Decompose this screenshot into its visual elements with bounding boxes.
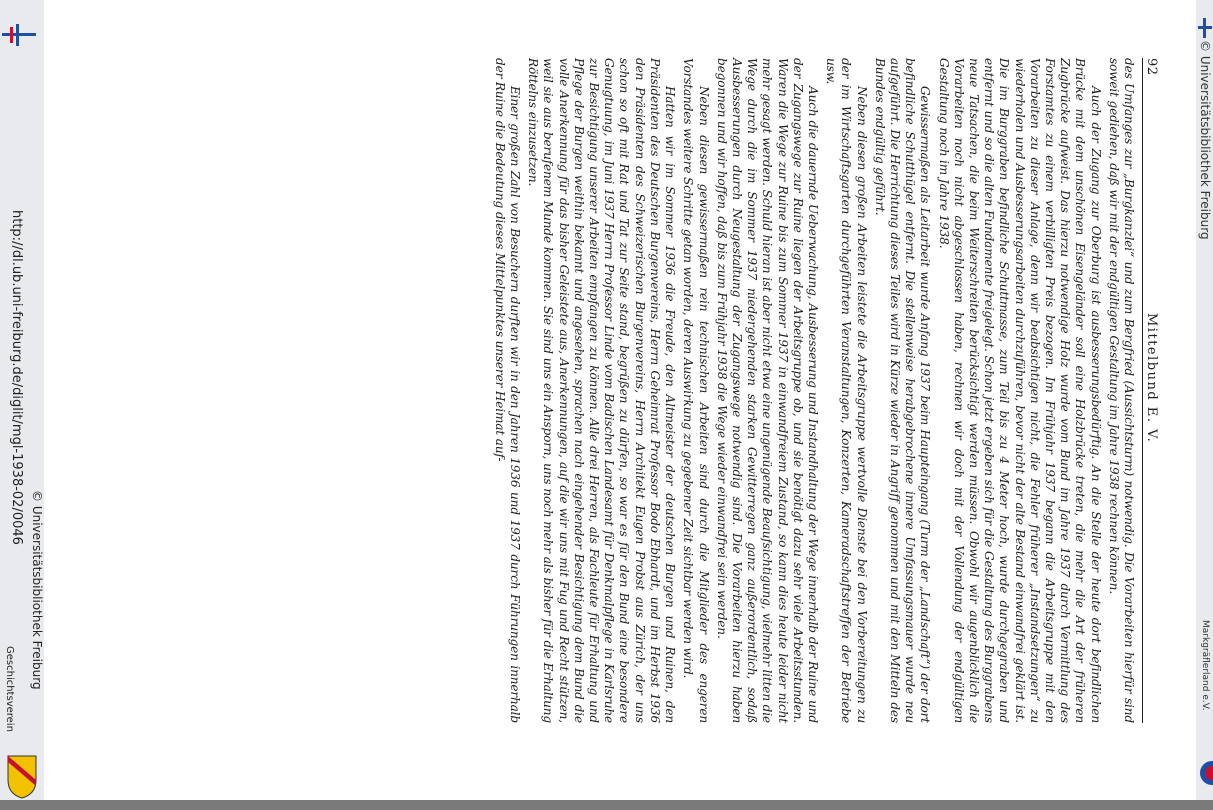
page-number: 92 [1144,58,1159,76]
society-label: Geschichtsverein [4,646,15,732]
running-head-title: Mittelbund E. V. [1144,313,1159,444]
scanned-page [44,0,1196,800]
library-logo-icon-right [1198,18,1212,38]
coat-of-arms-icon [2,752,42,800]
copyright-label: © Universitätsbibliothek Freiburg [30,490,44,690]
paragraph: Hatten wir im Sommer 1936 die Freude, den Altmeister der deutschen Burgen und Ruinen, den Präsidenten des Deutschen Burgenvereins, Herrn Geheimrat Professor Bodo Ebhardt, und im Herbst 1936 den Präsidenten des Schweizerischen Burgenvereins, Herrn Architekt Eugen Probst aus Zürich, der uns schon so oft mit Rat und Tat zur Seite stand, begrüßen zu dürfen, so war es für den Bund eine besondere Genugtuung, im Juni 1937 Herrn Professor Linde vom Badischen Landesamt für Denkmalpflege in Karlsruhe zur Besichtigung unserer Arbeiten empfangen zu können. Alle drei Herren, als Fachleute für Erhaltung und Pflege der Burgen weithin bekannt und angesehen, sprachen nach eingehender Besichtigung dem Bund die volle Anerkennung für das bisher Geleistete aus, Anerkennungen, auf die wir uns mit Fug und Recht stützen, weil sie aus berufenem Munde kommen. Sie sind uns ein Ansporn, uns noch mehr als bisher für die Erhaltung Röttelns einzusetzen. [526,58,678,723]
body-text [489,58,1136,723]
library-logo-icon [2,24,36,46]
paragraph: Auch die dauernde Ueberwachung, Ausbesserung und Instandhaltung der Wege innerhalb der Ruine und der Zugangswege zur Ruine liegen der Arbeitsgruppe ob, und sie benötigt dazu sehr viele Arbeitsstunden. Waren die Wege zur Ruine bis zum Sommer 1937 in einwandfreiem Zustand, so kann dies heute leider nicht mehr gesagt werden. Schuld hieran ist aber nicht etwa eine ungenügende Beaufsichtigung, vielmehr litten die Wege durch die im Sommer 1937 niedergehenden starken Gewitterregen ganz außerordentlich, sodaß Ausbesserungen durch Neugestaltung der Zugangswege notwendig sind. Die Vorarbeiten hierzu haben begonnen und wir hoffen, daß bis zum Frühjahr 1938 die Wege wieder einwandfrei sein werden. [714,58,820,723]
paragraph: Auch der Zugang zur Oberburg ist ausbesserungsbedürftig. An die Stelle der heute dort befindlichen Brücke mit dem unschönen Eisengeländer soll eine Holzbrücke treten, die mehr die Art der früheren Zugbrücke aufweist. Das hierzu notwendige Holz wurde vom Bund im Jahre 1937 durch Vermittlung des Forstamtes zu einem verbilligten Preis bezogen. Im Frühjahr 1937 begann die Arbeitsgruppe mit den Vorarbeiten zu dieser Anlage, denn wir beabsichtigen nicht, die Fehler früherer „Instandsetzungen“ zu wiederholen und Ausbesserungsarbeiten durchzuführen, bevor nicht der alte Bestand einwandfrei geklärt ist. Die im Burggraben befindliche Schuttmasse, zum Teil bis zu 4 Meter hoch, wurde durchgegraben und entfernt und so die alten Fundamente freigelegt. Schon jetzt ergeben sich für die Gestaltung des Burggrabens neue Tatsachen, die beim Weiterschreiten berücksichtigt werden müssen. Obwohl wir augenblicklich die Vorarbeiten noch nicht abgeschlossen haben, rechnen wir doch mit der Vollendung der endgültigen Gestaltung noch im Jahre 1938. [936,58,1103,723]
right-society-label: Markgräflerland e.V. [1200,620,1210,711]
paragraph: Neben diesen gewissermaßen rein technischen Arbeiten sind durch die Mitglieder des engeren Vorstandes weitere Schritte getan worden, deren Auswirkung zu gegebener Zeit sichtbar werden wird. [681,58,711,723]
paragraph: Gewissermaßen als Leitarbeit wurde Anfang 1937 beim Haupteingang (Turm der „Landschaft“) der dort befindliche Schutthügel entfernt. Die stellenweise herabgebrochene innere Umfassungsmauer wurde neu aufgeführt. Die Herrichtung dieses Teiles wird in Kürze wieder in Angriff genommen und mit den Mitteln des Bundes endgültig geführt. [872,58,933,723]
rotated-page-content [159,58,1159,723]
right-copyright-label: © Universitätsbibliothek Freiburg [1198,40,1212,240]
running-header [1142,58,1159,723]
paragraph: Neben diesen großen Arbeiten leistete die Arbeitsgruppe wertvolle Dienste bei den Vorbereitungen zu der im Wirtschaftsgarten durchgeführten Veranstaltungen, Konzerten, Kameradschaftstreffen der Betriebe usw. [824,58,869,723]
coat-of-arms-icon-right [1198,758,1213,788]
paragraph: des Umfanges zur „Burgkanzlei“ und zum Bergfried (Aussichtsturm) notwendig. Die Vorarbeiten hierfür sind soweit gediehen, daß wir mit der endgültigen Gestaltung im Jahre 1938 rechnen können. [1106,58,1136,723]
source-url-link[interactable]: http://dl.ub.uni-freiburg.de/diglit/mgl-1938-02/0046 [9,210,24,545]
paragraph: Einer großen Zahl von Besuchern durften wir in den Jahren 1936 und 1937 durch Führungen innerhalb der Ruine die Bedeutung dieses Mittelpunktes unserer Heimat auf- [492,58,523,723]
